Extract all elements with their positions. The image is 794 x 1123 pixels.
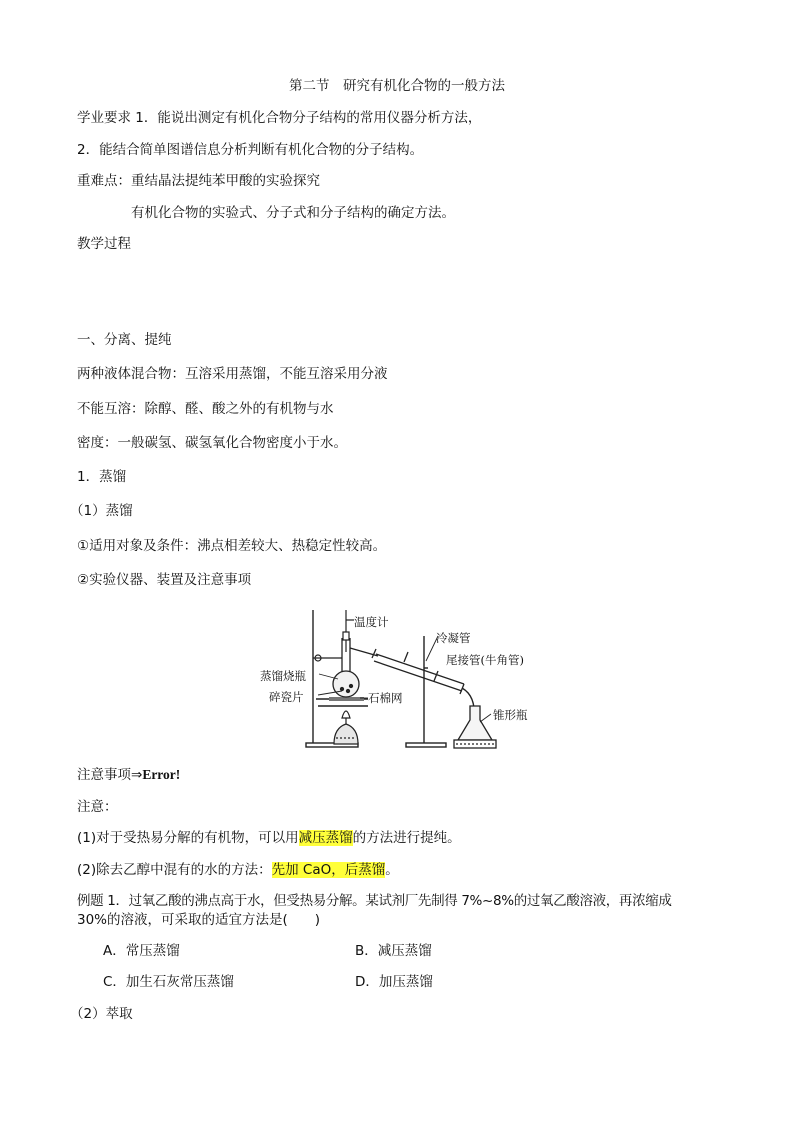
distillation-apparatus-diagram (256, 606, 546, 752)
note-2-pre: (2)除去乙醇中混有的水的方法： (77, 862, 272, 878)
label-thermometer: 温度计 (354, 615, 389, 629)
apparatus-line: ②实验仪器、装置及注意事项 (77, 572, 252, 588)
note-1-post: 的方法进行提纯。 (352, 830, 461, 846)
label-adapter: 尾接管(牛角管) (446, 653, 524, 667)
option-a: A．常压蒸馏 (103, 943, 180, 959)
option-d: D．加压蒸馏 (355, 974, 433, 990)
option-b: B．减压蒸馏 (355, 943, 432, 959)
conical-flask (454, 706, 496, 748)
note-1 (77, 829, 461, 847)
alcohol-lamp (334, 711, 358, 744)
option-c: C．加生石灰常压蒸馏 (103, 974, 234, 990)
subheading-distillation-1: （1）蒸馏 (70, 503, 133, 519)
paragraph-density: 密度：一般碳氢、碳氢氧化合物密度小于水。 (77, 435, 347, 451)
note-1-highlight: 减压蒸馏 (298, 830, 353, 846)
key-point-1: 重难点：重结晶法提纯苯甲酸的实验探究 (77, 173, 320, 189)
notes-arrow-line (77, 766, 180, 784)
page-title: 第二节 研究有机化合物的一般方法 (289, 78, 505, 94)
note-2-post: 。 (385, 862, 399, 878)
subheading-distillation: 1．蒸馏 (77, 469, 127, 485)
notes-arrow-prefix: 注意事项⇒ (77, 767, 143, 783)
key-point-2: 有机化合物的实验式、分子式和分子结构的确定方法。 (131, 205, 455, 221)
paragraph-liquid-mixture: 两种液体混合物：互溶采用蒸馏，不能互溶采用分液 (77, 366, 388, 382)
notes-heading: 注意： (77, 799, 118, 815)
label-chips: 碎瓷片 (269, 690, 304, 704)
condition-line: ①适用对象及条件：沸点相差较大、热稳定性较高。 (77, 538, 387, 554)
learning-requirement-2: 2．能结合简单图谱信息分析判断有机化合物的分子结构。 (77, 142, 424, 158)
example-line-2: 30%的溶液，可采取的适宜方法是( ) (77, 912, 321, 928)
subheading-extraction: （2）萃取 (70, 1006, 133, 1022)
example-line-1: 例题 1．过氧乙酸的沸点高于水，但受热易分解。某试剂厂先制得 7%~8%的过氧乙酸溶液，再浓缩成 (77, 893, 672, 909)
note-1-pre: (1)对于受热易分解的有机物，可以用 (77, 830, 299, 846)
label-condenser: 冷凝管 (436, 631, 471, 645)
clamp (313, 655, 342, 661)
error-text: Error! (142, 767, 181, 782)
note-2 (77, 861, 399, 879)
teaching-process: 教学过程 (77, 236, 131, 252)
learning-requirement-1: 学业要求 1．能说出测定有机化合物分子结构的常用仪器分析方法， (77, 110, 482, 126)
paragraph-immiscible: 不能互溶：除醇、醛、酸之外的有机物与水 (77, 401, 334, 417)
section-heading: 一、分离、提纯 (77, 332, 172, 348)
iron-stand-right (406, 636, 446, 747)
label-flask: 蒸馏烧瓶 (260, 669, 306, 683)
thermometer (343, 610, 354, 652)
label-conical-flask: 锥形瓶 (493, 708, 528, 722)
note-2-highlight: 先加 CaO，后蒸馏 (271, 862, 386, 878)
label-gauze: 石棉网 (368, 691, 403, 705)
